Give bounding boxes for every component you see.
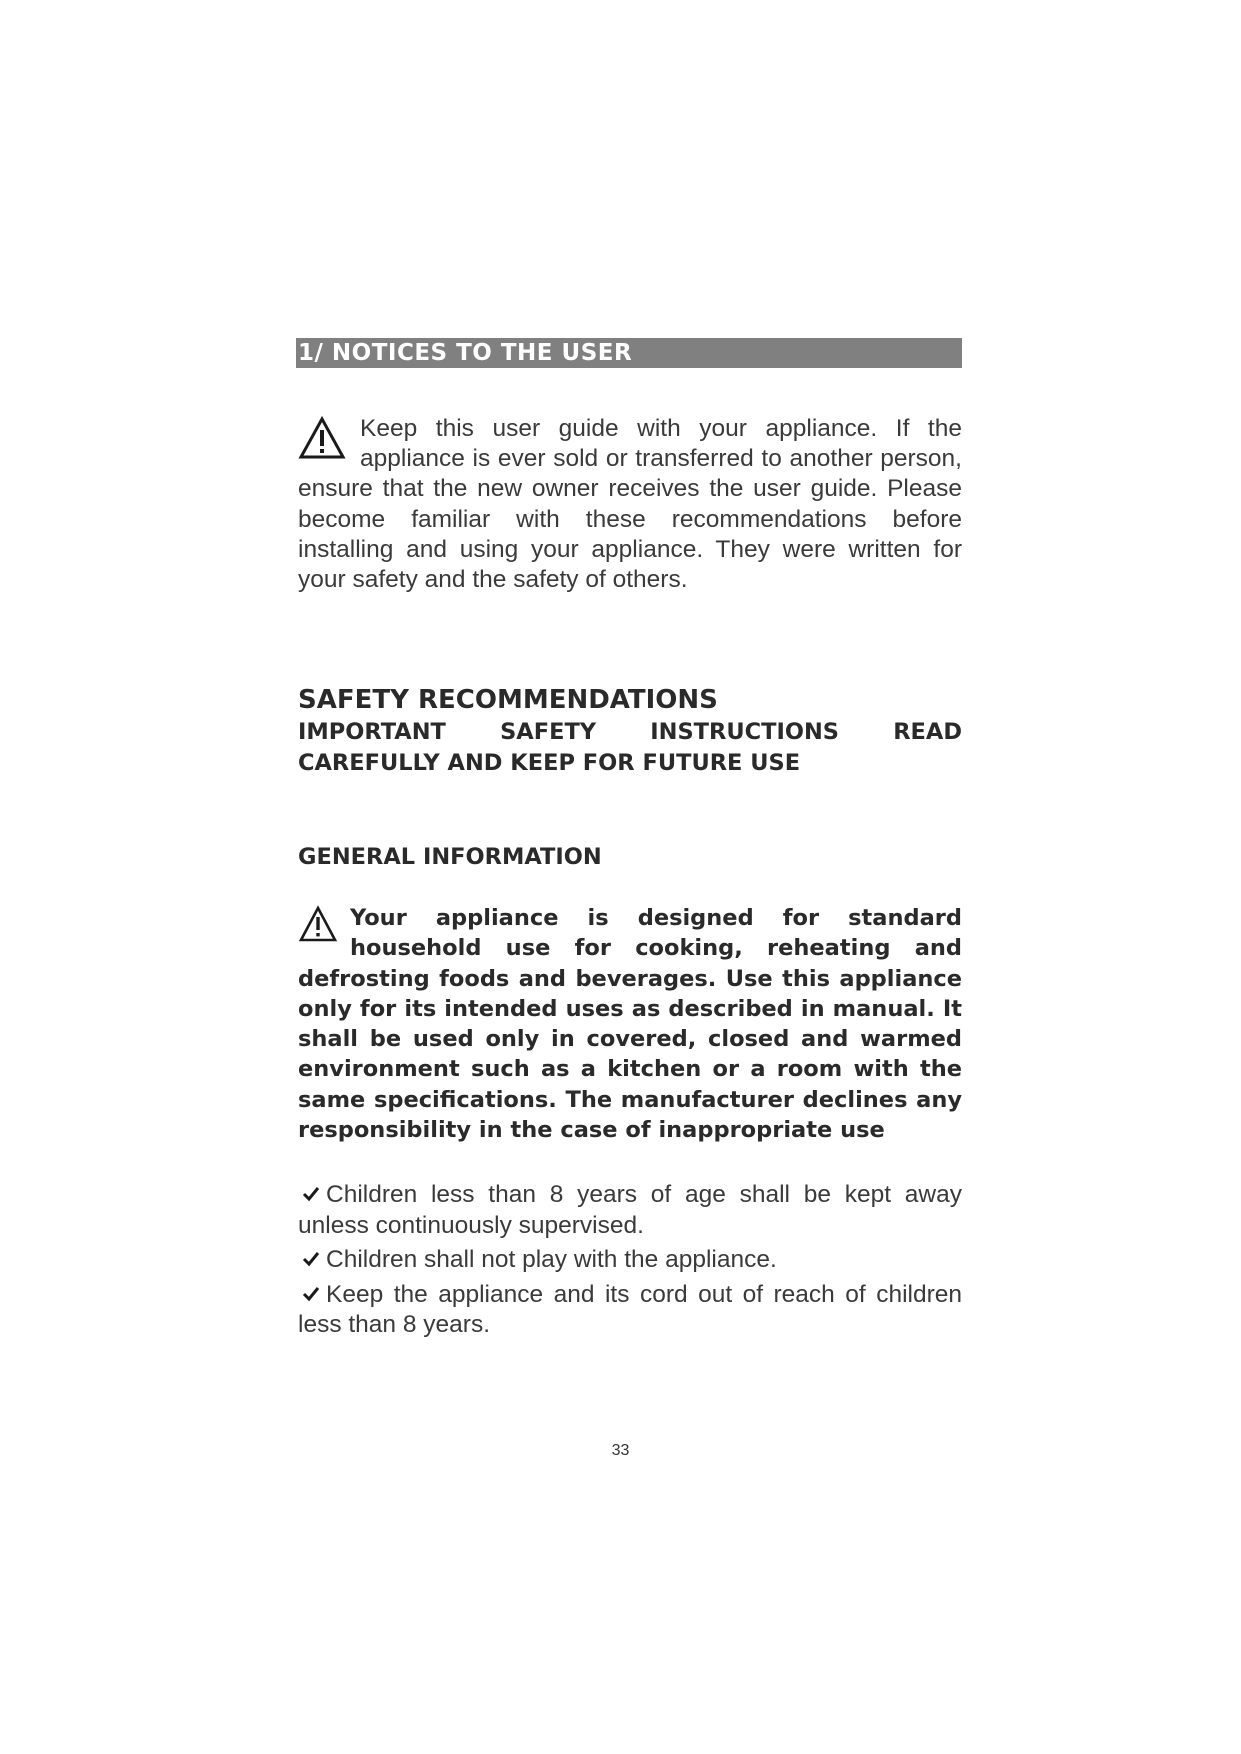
intro-paragraph (298, 414, 962, 595)
section-title: 1/ NOTICES TO THE USER (298, 340, 633, 366)
checkmark-icon (302, 1285, 320, 1303)
warning-triangle-icon (298, 905, 338, 943)
general-heading-block (298, 842, 962, 872)
bullet-text: Keep the appliance and its cord out of reach of children less than 8 years. (298, 1280, 962, 1338)
intro-block (298, 414, 962, 595)
list-item (298, 1245, 962, 1276)
general-warning-text: Your appliance is designed for standard household use for cooking, reheating and defrosting foods and beverages. Use this appliance only for its intended uses as described in manual. It shall be used only in covered, closed and warmed environment such as a kitchen or a room with the same specifications. The manufacturer declines any responsibility in the case of inappropriate use (298, 905, 962, 1144)
bullet-block (298, 1180, 962, 1345)
checkmark-icon (302, 1250, 320, 1268)
safety-heading: SAFETY RECOMMENDATIONS (298, 685, 718, 715)
safety-subheading-line2: CAREFULLY AND KEEP FOR FUTURE USE (298, 750, 801, 776)
bullet-text: Children shall not play with the appliance. (326, 1246, 777, 1273)
general-warning-paragraph (298, 903, 962, 1145)
warning-triangle-icon (298, 416, 346, 460)
list-item (298, 1180, 962, 1241)
general-heading: GENERAL INFORMATION (298, 844, 602, 870)
intro-text: Keep this user guide with your appliance. If the appliance is ever sold or transferred to another person, ensure that the new owner receives the user guide. Please become familiar with these recommendations before installing and using your appliance. They were written for your safety and the safety of others. (298, 415, 962, 594)
bullet-text: Children less than 8 years of age shall be kept away unless continuously supervised. (298, 1181, 962, 1239)
page-number: 33 (611, 1442, 630, 1459)
section-title-bar (296, 338, 962, 368)
safety-subheading-line1: IMPORTANT SAFETY INSTRUCTIONS READ (298, 719, 962, 745)
general-warning-block (298, 903, 962, 1145)
safety-subheading (298, 717, 962, 779)
checkmark-icon (302, 1185, 320, 1203)
list-item (298, 1280, 962, 1341)
safety-block (298, 683, 962, 779)
bullet-list (298, 1180, 962, 1341)
